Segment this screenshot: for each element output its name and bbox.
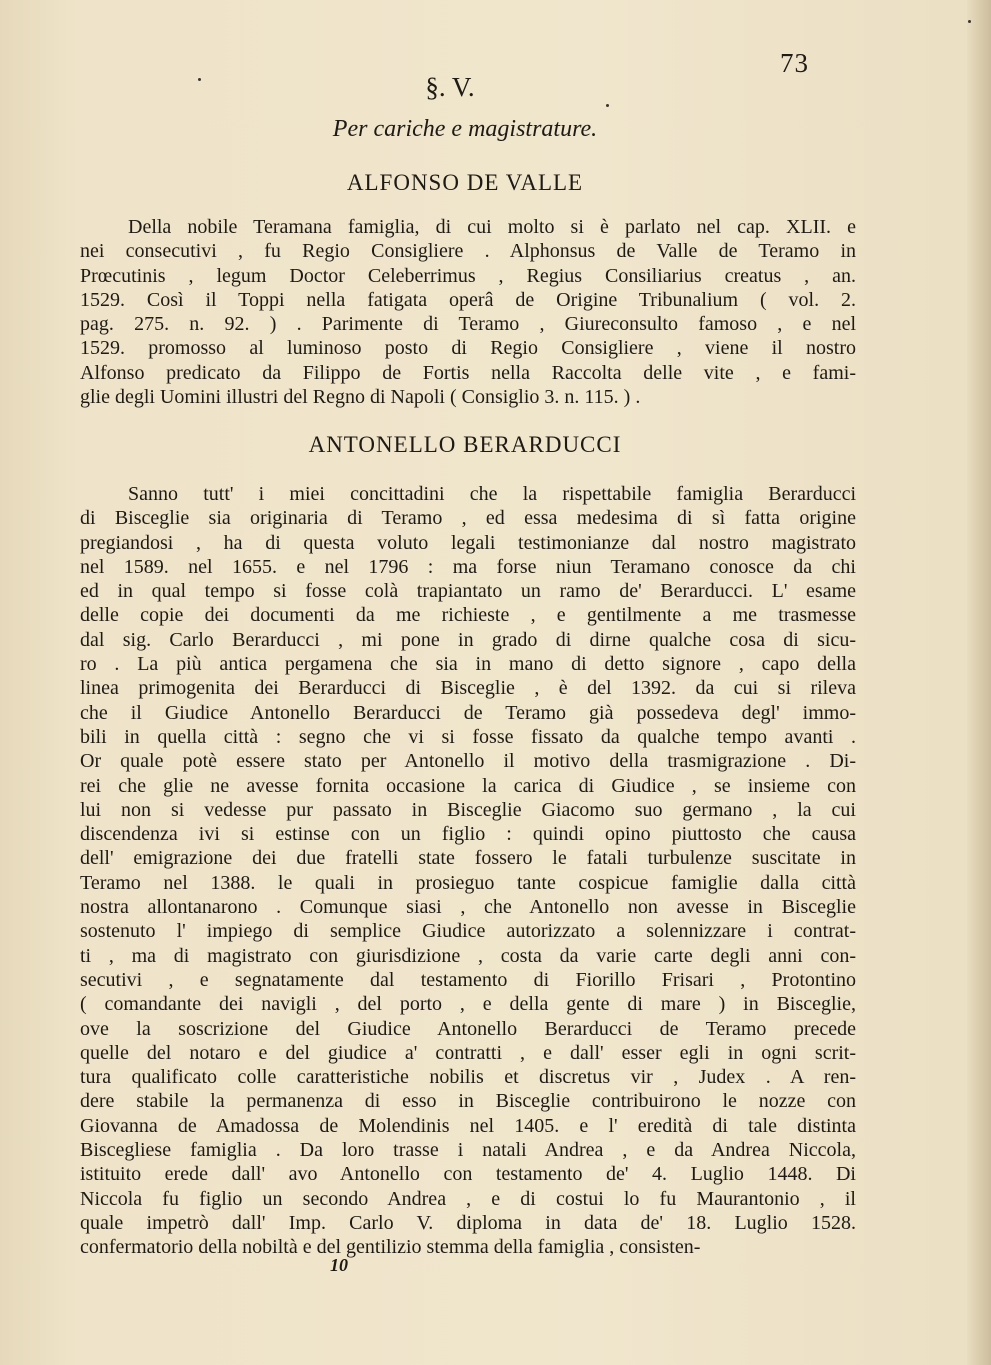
entry-title-antonello-berarducci: ANTONELLO BERARDUCCI (308, 432, 622, 457)
text-line: nel 1589. nel 1655. e nel 1796 : ma forse niun Teramano conosce da chi (80, 555, 856, 578)
ink-speck (198, 78, 201, 81)
entry-body-alfonso-de-valle (80, 215, 856, 409)
text-line: ti , ma di magistrato con giurisdizione , costa da varie carte degli anni con- (80, 944, 856, 967)
ink-speck (606, 104, 609, 107)
text-line: ( comandante dei navigli , del porto , e della gente di mare ) in Bisceglie, (80, 993, 856, 1016)
text-line: quelle del notaro e del giudice a' contratti , e dall' esser egli in ogni scrit- (80, 1041, 856, 1064)
text-line: nei consecutivi , fu Regio Consigliere . Alphonsus de Valle de Teramo in (80, 240, 856, 263)
page-number: 73 (780, 48, 809, 78)
text-line: lui non si vedesse pur passato in Bisceglie Giacomo suo germano , la cui (80, 798, 856, 821)
text-line: Prœcutinis , legum Doctor Celeberrimus , Regius Consiliarius creatus , an. (80, 264, 856, 287)
ink-speck (968, 20, 971, 23)
text-line: Alfonso predicato da Filippo de Fortis nella Raccolta delle vite , e fami- (80, 361, 856, 384)
text-line: rei che glie ne avesse fornita occasione la carica di Giudice , se insieme con (80, 774, 856, 797)
section-mark: §. V. (425, 72, 475, 102)
text-line: dal sig. Carlo Berarducci , mi pone in grado di dirne qualche cosa di sicu- (80, 628, 856, 651)
text-line: ove la soscrizione del Giudice Antonello Berarducci de Teramo precede (80, 1017, 856, 1040)
text-line: dere stabile la permanenza di esso in Bisceglie contribuirono le nozze con (80, 1090, 856, 1113)
text-line: Della nobile Teramana famiglia, di cui molto si è parlato nel cap. XLII. e (128, 216, 856, 238)
text-line: quale impetrò dall' Imp. Carlo V. diploma in data de' 18. Luglio 1528. (80, 1211, 856, 1234)
text-line: Giovanna de Amadossa de Molendinis nel 1405. e l' eredità di tale distinta (80, 1114, 856, 1137)
text-line: Or quale potè essere stato per Antonello il motivo della trasmigrazione . Di- (80, 750, 856, 773)
text-line: linea primogenita dei Berarducci di Bisceglie , è del 1392. da cui si rileva (80, 677, 856, 700)
text-line: sostenuto l' impiego di semplice Giudice autorizzato a solennizzare i contrat- (80, 920, 856, 943)
text-line: confermatorio della nobiltà e del gentilizio stemma della famiglia , consisten- (80, 1236, 701, 1259)
entry-title-alfonso-de-valle: ALFONSO DE VALLE (346, 170, 584, 195)
text-line: pregiandosi , ha di questa voluto legali testimonianze dal nostro magistrato (80, 531, 856, 554)
text-line: glie degli Uomini illustri del Regno di Napoli ( Consiglio 3. n. 115. ) . (80, 386, 641, 409)
text-line: tura qualificato colle caratteristiche nobilis et discretus vir , Judex . A ren- (80, 1066, 856, 1089)
page-edge (967, 0, 991, 1365)
text-line: Niccola fu figlio un secondo Andrea , e di costui lo fu Maurantonio , il (80, 1187, 856, 1210)
text-line: 1529. Così il Toppi nella fatigata operâ de Origine Tribunalium ( vol. 2. (80, 288, 856, 311)
text-line: delle copie dei documenti da me richieste , e gentilmente a me trasmesse (80, 604, 856, 627)
text-line: ed in qual tempo si fosse colà trapiantato un ramo de' Berarducci. L' esame (80, 580, 856, 603)
text-line: istituito erede dall' avo Antonello con testamento de' 4. Luglio 1448. Di (80, 1163, 856, 1186)
signature-mark: 10 (330, 1255, 348, 1275)
text-line: di Bisceglie sia originaria di Teramo , ed essa medesima di sì fatta origine (80, 507, 856, 530)
text-line: Teramo nel 1388. le quali in prosieguo tante cospicue famiglie dalla città (80, 871, 856, 894)
entry-body-antonello-berarducci (80, 482, 856, 1260)
section-subtitle: Per cariche e magistrature. (332, 116, 598, 142)
text-line: che il Giudice Antonello Berarducci de Teramo già possedeva degl' immo- (80, 701, 856, 724)
text-line: Sanno tutt' i miei concittadini che la rispettabile famiglia Berarducci (128, 483, 856, 505)
text-line: nostra allontanarono . Comunque siasi , che Antonello non avesse in Bisceglie (80, 896, 856, 919)
text-line: discendenza ivi si estinse con un figlio : quindi opino piuttosto che causa (80, 823, 856, 846)
text-line: secutivi , e segnatamente dal testamento di Fiorillo Frisari , Protontino (80, 968, 856, 991)
text-line: 1529. promosso al luminoso posto di Regio Consigliere , viene il nostro (80, 337, 856, 360)
text-line: bili in quella città : segno che vi si fosse fissato da qualche tempo avanti . (80, 725, 856, 748)
text-line: Biscegliese famiglia . Da loro trasse i natali Andrea , e da Andrea Niccola, (80, 1139, 856, 1162)
text-line: ro . La più antica pergamena che sia in mano di detto signore , capo della (80, 653, 856, 676)
text-line: pag. 275. n. 92. ) . Parimente di Teramo , Giureconsulto famoso , e nel (80, 313, 856, 336)
text-line: dell' emigrazione dei due fratelli state fossero le fatali turbulenze suscitate in (80, 847, 856, 870)
